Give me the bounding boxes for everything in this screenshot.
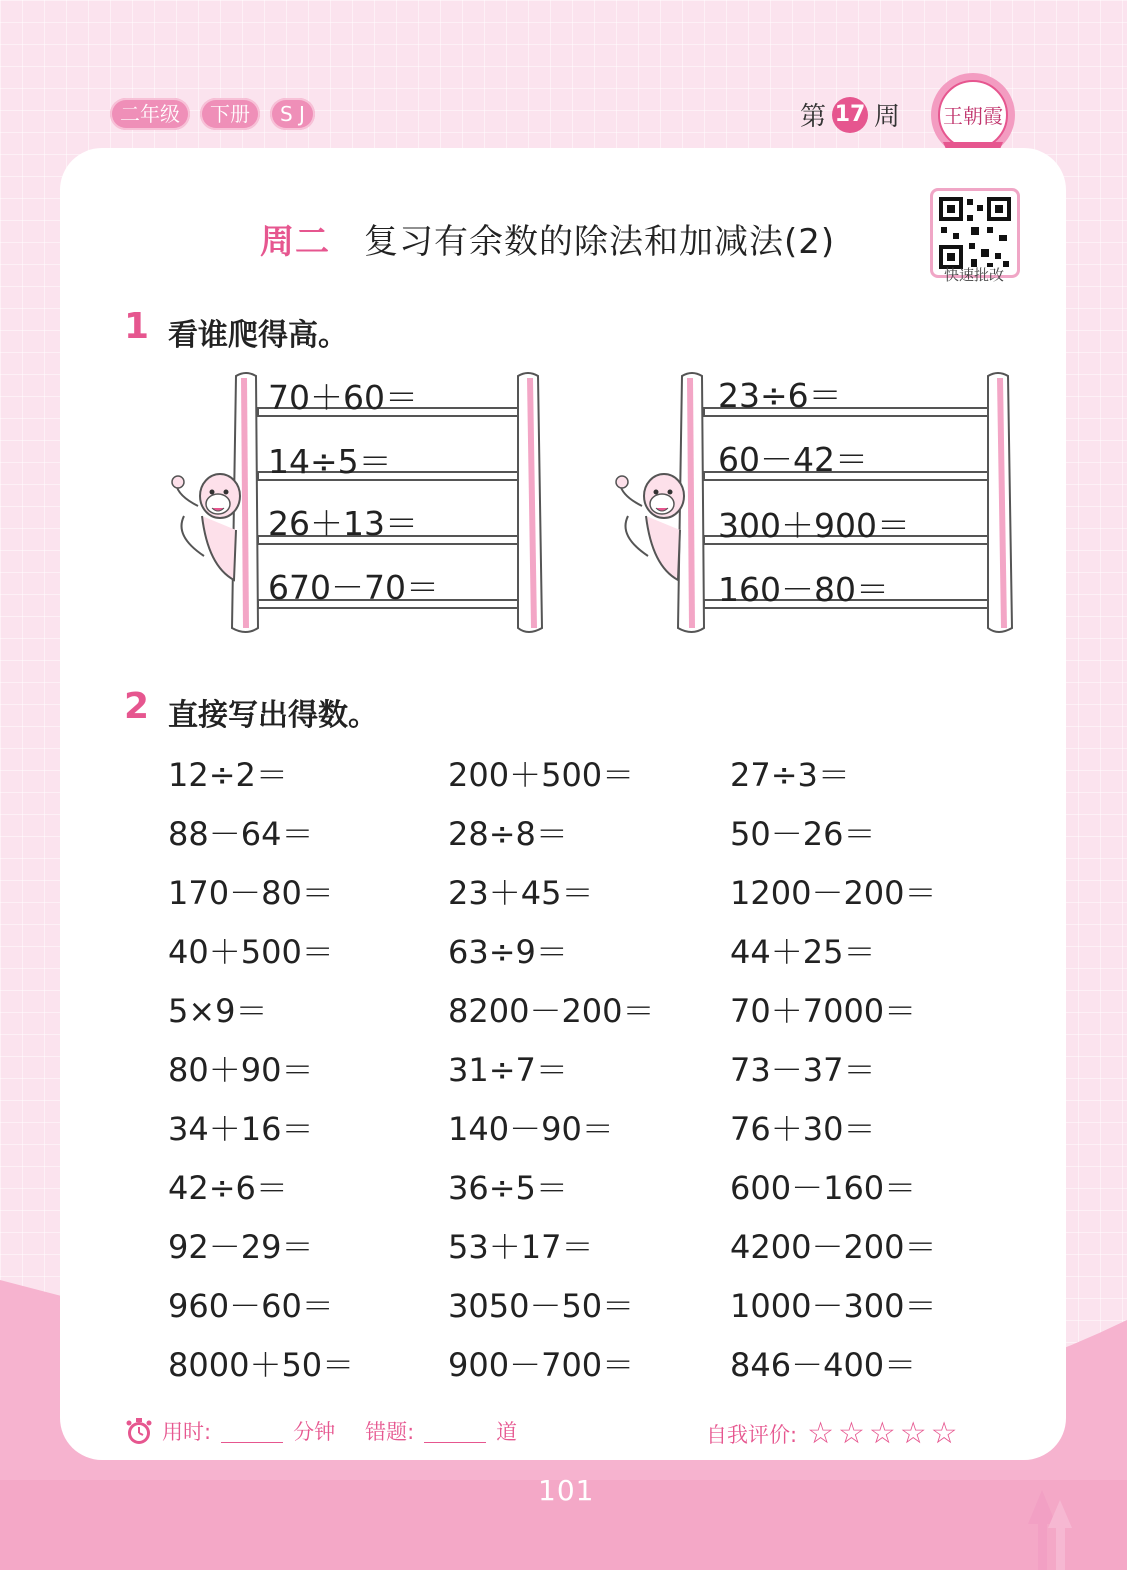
footer-self-eval xyxy=(706,1416,962,1451)
equation-item: 4200－200＝ xyxy=(730,1228,937,1266)
equation-item: 12÷2＝ xyxy=(168,756,288,794)
equation-item: 200＋500＝ xyxy=(448,756,635,794)
time-blank[interactable] xyxy=(221,1420,283,1443)
equation-item: 70＋7000＝ xyxy=(730,992,917,1030)
ladder-left-rung-1: 70＋60＝ xyxy=(268,378,418,417)
equation-item: 34＋16＝ xyxy=(168,1110,314,1148)
errors-unit: 道 xyxy=(496,1420,518,1444)
page-number: 101 xyxy=(538,1474,595,1507)
section-1-title: 看谁爬得高。 xyxy=(168,318,348,353)
section-2-title: 直接写出得数。 xyxy=(168,698,378,733)
equation-item: 960－60＝ xyxy=(168,1287,334,1325)
equation-item: 40＋500＝ xyxy=(168,933,334,971)
week-number: 17 xyxy=(832,97,868,133)
arrow-decoration-icon xyxy=(1028,1490,1078,1570)
brand-logo xyxy=(928,70,1018,160)
equation-item: 3050－50＝ xyxy=(448,1287,635,1325)
ladder-right-rung-1: 23÷6＝ xyxy=(718,376,842,415)
svg-text:王朝霞: 王朝霞 xyxy=(943,104,1003,128)
ladder-left-rung-2: 14÷5＝ xyxy=(268,442,392,481)
equation-item: 1200－200＝ xyxy=(730,874,937,912)
self-eval-label: 自我评价: xyxy=(706,1422,798,1447)
monkey-illustration xyxy=(616,474,684,580)
stopwatch-icon xyxy=(124,1416,154,1446)
section-2-number: 2 xyxy=(124,686,150,727)
week-suffix: 周 xyxy=(874,102,901,132)
monkey-illustration xyxy=(172,474,240,580)
equation-item: 23＋45＝ xyxy=(448,874,594,912)
equation-item: 8000＋50＝ xyxy=(168,1346,355,1384)
equation-item: 50－26＝ xyxy=(730,815,876,853)
time-unit: 分钟 xyxy=(293,1420,336,1444)
errors-label: 错题: xyxy=(365,1420,415,1444)
equation-item: 53＋17＝ xyxy=(448,1228,594,1266)
grade-tags xyxy=(110,98,315,130)
day-label: 周二 xyxy=(260,222,330,262)
equation-item: 88－64＝ xyxy=(168,815,314,853)
equation-item: 1000－300＝ xyxy=(730,1287,937,1325)
week-prefix: 第 xyxy=(800,102,827,132)
equation-item: 76＋30＝ xyxy=(730,1110,876,1148)
equation-item: 846－400＝ xyxy=(730,1346,917,1384)
equation-item: 63÷9＝ xyxy=(448,933,568,971)
edition-tag: S J xyxy=(270,98,315,130)
equation-item: 5×9＝ xyxy=(168,992,268,1030)
ladder-right-rung-2: 60－42＝ xyxy=(718,440,868,479)
equation-item: 31÷7＝ xyxy=(448,1051,568,1089)
topic-label: 复习有余数的除法和加减法(2) xyxy=(364,222,836,262)
ladder-right-rung-3: 300＋900＝ xyxy=(718,506,910,545)
grade-tag: 二年级 xyxy=(110,98,190,130)
errors-blank[interactable] xyxy=(424,1420,486,1443)
volume-tag: 下册 xyxy=(200,98,260,130)
ladder-left-rung-3: 26＋13＝ xyxy=(268,504,418,543)
footer-time-errors xyxy=(124,1416,517,1446)
section-1-number: 1 xyxy=(124,306,150,347)
equation-item: 92－29＝ xyxy=(168,1228,314,1266)
equation-item: 27÷3＝ xyxy=(730,756,850,794)
equation-item: 44＋25＝ xyxy=(730,933,876,971)
equation-item: 170－80＝ xyxy=(168,874,334,912)
equation-item: 28÷8＝ xyxy=(448,815,568,853)
qr-label: 快速批改 xyxy=(943,266,1004,284)
page-title xyxy=(260,214,835,263)
equation-item: 8200－200＝ xyxy=(448,992,655,1030)
ladder-right-rung-4: 160－80＝ xyxy=(718,570,889,609)
equation-item: 600－160＝ xyxy=(730,1169,917,1207)
week-indicator xyxy=(800,96,900,133)
equation-item: 900－700＝ xyxy=(448,1346,635,1384)
equation-item: 73－37＝ xyxy=(730,1051,876,1089)
equation-item: 42÷6＝ xyxy=(168,1169,288,1207)
time-label: 用时: xyxy=(162,1420,212,1444)
equation-item: 140－90＝ xyxy=(448,1110,614,1148)
ladder-left-rung-4: 670－70＝ xyxy=(268,568,439,607)
equation-item: 36÷5＝ xyxy=(448,1169,568,1207)
star-rating[interactable]: ☆☆☆☆☆ xyxy=(807,1416,962,1451)
equation-item: 80＋90＝ xyxy=(168,1051,314,1089)
